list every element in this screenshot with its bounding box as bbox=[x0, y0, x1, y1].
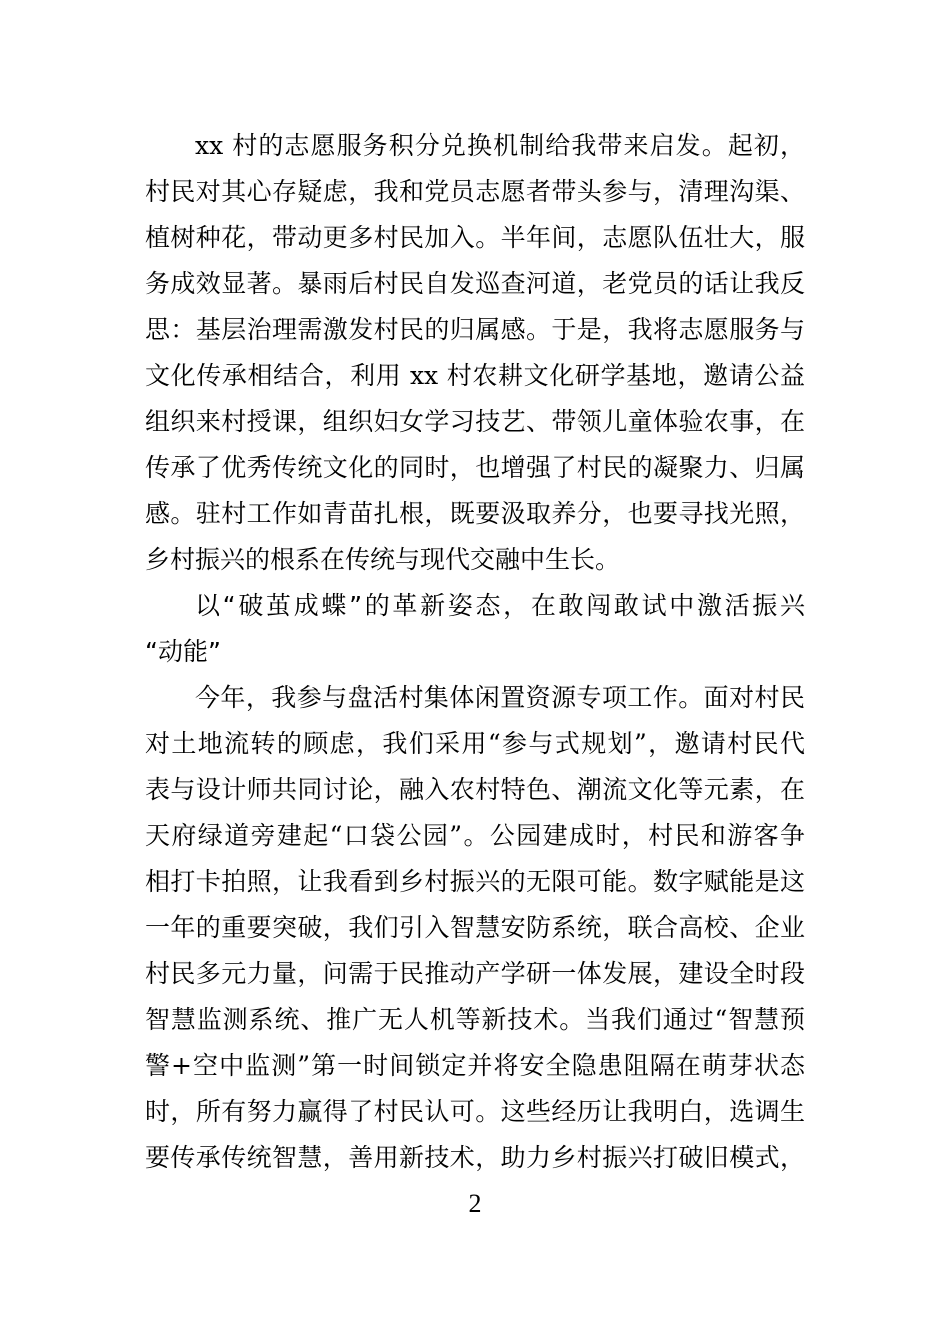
paragraph-1-line-6: 文化传承相结合，利用 xx 村农耕文化研学基地，邀请公益 bbox=[145, 361, 805, 390]
section-heading-line-1: 以“破茧成蝶”的革新姿态，在敢闯敢试中激活振兴 bbox=[195, 591, 805, 620]
paragraph-1-line-9: 感。驻村工作如青苗扎根，既要汲取养分，也要寻找光照， bbox=[145, 499, 805, 528]
paragraph-1-line-4: 务成效显著。暴雨后村民自发巡查河道，老党员的话让我反 bbox=[145, 269, 805, 298]
paragraph-1-line-5: 思：基层治理需激发村民的归属感。于是，我将志愿服务与 bbox=[145, 315, 805, 344]
paragraph-2-line-7: 村民多元力量，问需于民推动产学研一体发展，建设全时段 bbox=[145, 959, 805, 988]
paragraph-2-line-5: 相打卡拍照，让我看到乡村振兴的无限可能。数字赋能是这 bbox=[145, 867, 805, 896]
paragraph-2-line-6: 一年的重要突破，我们引入智慧安防系统，联合高校、企业 bbox=[145, 913, 805, 942]
page-number: 2 bbox=[468, 1189, 482, 1218]
paragraph-1-line-10: 乡村振兴的根系在传统与现代交融中生长。 bbox=[145, 545, 621, 574]
paragraph-2-line-10: 时，所有努力赢得了村民认可。这些经历让我明白，选调生 bbox=[145, 1097, 805, 1126]
paragraph-1-line-2: 村民对其心存疑虑，我和党员志愿者带头参与，清理沟渠、 bbox=[145, 177, 805, 206]
paragraph-2-line-8: 智慧监测系统、推广无人机等新技术。当我们通过“智慧预 bbox=[145, 1005, 805, 1034]
paragraph-1-line-8: 传承了优秀传统文化的同时，也增强了村民的凝聚力、归属 bbox=[145, 453, 805, 482]
paragraph-2-line-4: 天府绿道旁建起“口袋公园”。公园建成时，村民和游客争 bbox=[145, 821, 805, 850]
paragraph-1-line-1: xx 村的志愿服务积分兑换机制给我带来启发。起初， bbox=[195, 131, 805, 160]
paragraph-2-line-2: 对土地流转的顾虑，我们采用“参与式规划”，邀请村民代 bbox=[145, 729, 805, 758]
paragraph-2-line-9: 警+空中监测”第一时间锁定并将安全隐患阻隔在萌芽状态 bbox=[145, 1051, 805, 1080]
paragraph-1-line-3: 植树种花，带动更多村民加入。半年间，志愿队伍壮大，服 bbox=[145, 223, 805, 252]
paragraph-2-line-11: 要传承传统智慧，善用新技术，助力乡村振兴打破旧模式， bbox=[145, 1143, 805, 1172]
paragraph-2-line-3: 表与设计师共同讨论，融入农村特色、潮流文化等元素，在 bbox=[145, 775, 805, 804]
paragraph-2-line-1: 今年，我参与盘活村集体闲置资源专项工作。面对村民 bbox=[195, 683, 805, 712]
section-heading-line-2: “动能” bbox=[145, 637, 221, 666]
paragraph-1-line-7: 组织来村授课，组织妇女学习技艺、带领儿童体验农事，在 bbox=[145, 407, 805, 436]
